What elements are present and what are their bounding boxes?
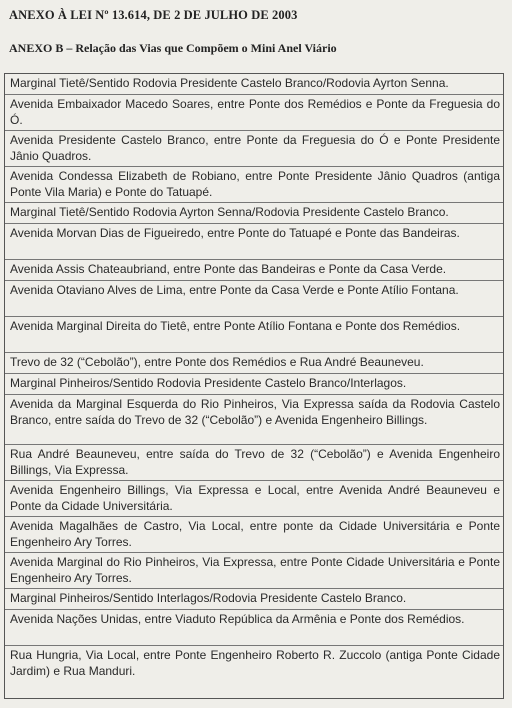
table-row: Rua Hungria, Via Local, entre Ponte Engenheiro Roberto R. Zuccolo (antiga Ponte Cidade Jardim) e Rua Manduri. bbox=[10, 648, 500, 678]
table-row: Avenida da Marginal Esquerda do Rio Pinheiros, Via Expressa saída da Rodovia Castelo Branco, entre saída do Trevo de 32 (“Cebolão”) e Avenida Engenheiro Billings. bbox=[5, 395, 503, 445]
document-title: ANEXO À LEI Nº 13.614, DE 2 DE JULHO DE 2003 bbox=[9, 8, 298, 22]
table-row: Avenida Embaixador Macedo Soares, entre Ponte dos Remédios e Ponte da Freguesia do Ó. bbox=[5, 95, 503, 131]
table-row: Avenida Nações Unidas, entre Viaduto República da Armênia e Ponte dos Remédios. bbox=[5, 610, 503, 646]
roads-table bbox=[4, 73, 504, 699]
table-row: Marginal Pinheiros/Sentido Rodovia Presidente Castelo Branco/Interlagos. bbox=[5, 374, 503, 395]
table-row: Avenida Engenheiro Billings, Via Expressa e Local, entre Avenida André Beauneveu e Ponte da Cidade Universitária. bbox=[5, 481, 503, 517]
document-header bbox=[9, 8, 504, 56]
table-row: Avenida Marginal do Rio Pinheiros, Via Expressa, entre Ponte Cidade Universitária e Ponte Engenheiro Ary Torres. bbox=[5, 553, 503, 589]
table-row: Avenida Morvan Dias de Figueiredo, entre Ponte do Tatuapé e Ponte das Bandeiras. bbox=[5, 224, 503, 260]
table-row: Marginal Pinheiros/Sentido Interlagos/Rodovia Presidente Castelo Branco. bbox=[5, 589, 503, 610]
table-row: Avenida Magalhães de Castro, Via Local, entre ponte da Cidade Universitária e Ponte Engenheiro Ary Torres. bbox=[5, 517, 503, 553]
table-row: Marginal Tietê/Sentido Rodovia Presidente Castelo Branco/Rodovia Ayrton Senna. bbox=[5, 74, 503, 95]
document-subtitle: ANEXO B – Relação das Vias que Compõem o Mini Anel Viário bbox=[9, 41, 337, 55]
table-row: Avenida Presidente Castelo Branco, entre Ponte da Freguesia do Ó e Ponte Presidente Jânio Quadros. bbox=[5, 131, 503, 167]
table-row: Avenida Marginal Direita do Tietê, entre Ponte Atílio Fontana e Ponte dos Remédios. bbox=[5, 317, 503, 353]
table-row: Avenida Otaviano Alves de Lima, entre Ponte da Casa Verde e Ponte Atílio Fontana. bbox=[5, 281, 503, 317]
table-row: Avenida Condessa Elizabeth de Robiano, entre Ponte Presidente Jânio Quadros (antiga Ponte Vila Maria) e Ponte do Tatuapé. bbox=[5, 167, 503, 203]
table-row: Rua André Beauneveu, entre saída do Trevo de 32 (“Cebolão”) e Avenida Engenheiro Billings, Via Expressa. bbox=[5, 445, 503, 481]
table-row: Avenida Assis Chateaubriand, entre Ponte das Bandeiras e Ponte da Casa Verde. bbox=[5, 260, 503, 281]
table-row: Marginal Tietê/Sentido Rodovia Ayrton Senna/Rodovia Presidente Castelo Branco. bbox=[5, 203, 503, 224]
table-row: Trevo de 32 (“Cebolão”), entre Ponte dos Remédios e Rua André Beauneveu. bbox=[5, 353, 503, 374]
